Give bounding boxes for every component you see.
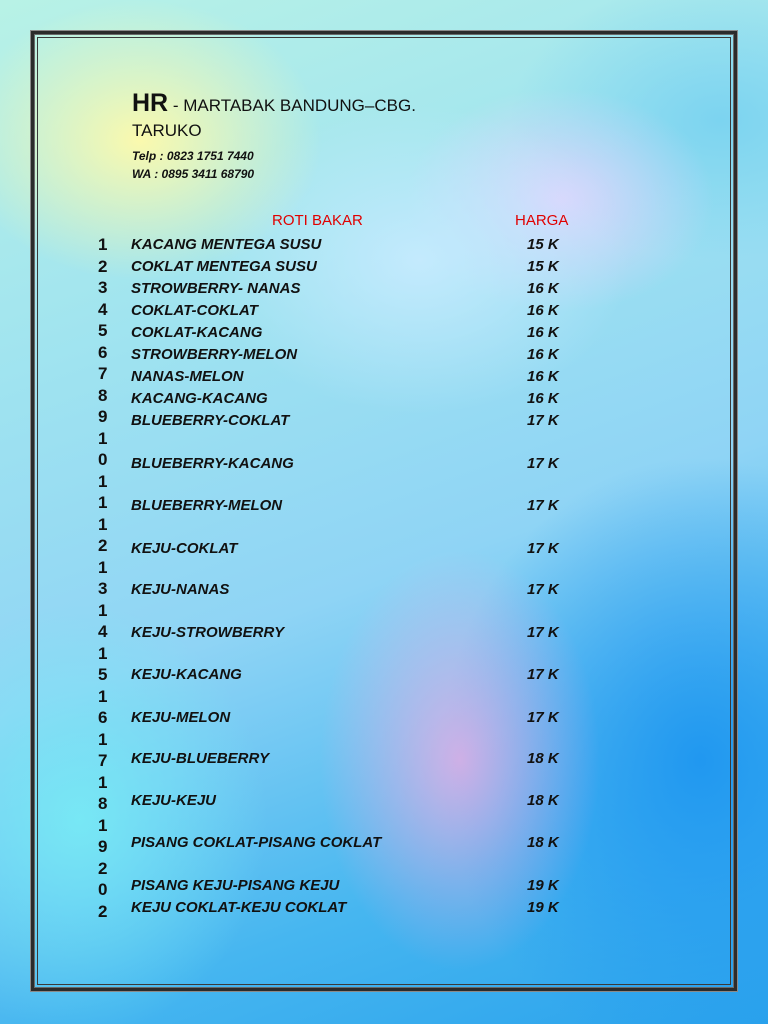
row-number-digit: 4 <box>98 299 108 319</box>
menu-row <box>131 579 571 601</box>
row-number-digit: 0 <box>98 880 108 899</box>
menu-item-name: KEJU-BLUEBERRY <box>131 750 270 767</box>
menu-item-price: 19 K <box>527 877 559 894</box>
row-number-digit: 1 <box>98 772 108 792</box>
menu-item-price: 16 K <box>527 368 559 385</box>
menu-item-price: 18 K <box>527 792 559 809</box>
menu-item-price: 17 K <box>527 412 559 429</box>
menu-item-price: 17 K <box>527 497 559 514</box>
row-number-digit: 3 <box>98 278 108 297</box>
row-number-digit: 9 <box>98 407 108 426</box>
brand-name: HR <box>132 89 169 117</box>
menu-item-price: 17 K <box>527 709 559 726</box>
row-number-digit: 1 <box>98 428 108 448</box>
row-number-digit: 5 <box>98 321 108 340</box>
menu-item-name: BLUEBERRY-MELON <box>131 497 283 514</box>
menu-item-name: BLUEBERRY-COKLAT <box>131 412 290 429</box>
menu-row <box>131 622 571 644</box>
menu-item-price: 15 K <box>527 258 559 275</box>
row-number-digit: 1 <box>98 600 108 620</box>
menu-item-price: 19 K <box>527 899 559 916</box>
row-number-digit: 2 <box>98 858 108 878</box>
menu-row <box>131 664 571 686</box>
menu-item-name: KEJU-KEJU <box>131 792 217 809</box>
menu-row <box>131 234 571 256</box>
row-number-digit: 2 <box>98 256 108 276</box>
menu-item-name: COKLAT-COKLAT <box>131 302 258 319</box>
menu-item-price: 17 K <box>527 581 559 598</box>
menu-item-name: KEJU-STROWBERRY <box>131 624 285 641</box>
whatsapp-number: WA : 0895 3411 68790 <box>132 167 255 181</box>
row-number-digit: 1 <box>98 643 108 663</box>
menu-item-name: BLUEBERRY-KACANG <box>131 455 294 472</box>
shop-name: - MARTABAK BANDUNG–CBG. <box>172 96 416 115</box>
row-number-digit: 6 <box>98 342 108 362</box>
row-number-digit: 1 <box>98 557 108 577</box>
menu-row <box>131 366 571 388</box>
menu-column-header: ROTI BAKAR <box>272 212 363 229</box>
menu-row <box>131 388 571 410</box>
menu-item-name: PISANG COKLAT-PISANG COKLAT <box>131 834 382 851</box>
row-number-digit: 8 <box>98 794 108 813</box>
menu-row <box>131 495 571 517</box>
menu-row <box>131 453 571 475</box>
menu-item-name: COKLAT MENTEGA SUSU <box>131 258 317 275</box>
row-number-digit: 7 <box>98 751 108 770</box>
menu-item-name: KEJU-COKLAT <box>131 540 238 557</box>
menu-item-name: STROWBERRY- NANAS <box>131 280 301 297</box>
row-number-digit: 8 <box>98 385 108 405</box>
row-number-digit: 5 <box>98 665 108 684</box>
row-number-digit: 1 <box>98 235 108 254</box>
row-number-digit: 1 <box>98 493 108 512</box>
phone-number: Telp : 0823 1751 7440 <box>132 149 254 163</box>
row-number-digit: 4 <box>98 622 108 641</box>
menu-row <box>131 707 571 729</box>
menu-item-name: KEJU-KACANG <box>131 666 242 683</box>
menu-row <box>131 832 571 854</box>
row-number-digit: 1 <box>98 686 108 706</box>
menu-row <box>131 300 571 322</box>
branch-name: TARUKO <box>132 121 202 140</box>
menu-row <box>131 256 571 278</box>
row-number-digit: 9 <box>98 837 108 856</box>
menu-item-name: COKLAT-KACANG <box>131 324 263 341</box>
menu-row <box>131 748 571 770</box>
menu-row <box>131 790 571 812</box>
menu-row <box>131 278 571 300</box>
menu-item-name: STROWBERRY-MELON <box>131 346 298 363</box>
row-number-digit: 2 <box>98 901 108 921</box>
menu-item-price: 16 K <box>527 280 559 297</box>
row-number-digit: 2 <box>98 536 108 555</box>
menu-item-price: 17 K <box>527 666 559 683</box>
menu-item-price: 17 K <box>527 624 559 641</box>
menu-row <box>131 897 571 919</box>
menu-item-name: PISANG KEJU-PISANG KEJU <box>131 877 340 894</box>
menu-item-name: KEJU-MELON <box>131 709 231 726</box>
row-number-digit: 1 <box>98 815 108 835</box>
menu-item-price: 17 K <box>527 540 559 557</box>
contact-info <box>132 147 416 183</box>
menu-item-price: 15 K <box>527 236 559 253</box>
menu-item-name: KACANG-KACANG <box>131 390 268 407</box>
number-column <box>98 234 118 922</box>
row-number-digit: 3 <box>98 579 108 598</box>
menu-item-price: 16 K <box>527 346 559 363</box>
menu-item-price: 17 K <box>527 455 559 472</box>
menu-item-price: 16 K <box>527 324 559 341</box>
menu-row <box>131 410 571 432</box>
menu-item-name: NANAS-MELON <box>131 368 244 385</box>
menu-item-price: 18 K <box>527 834 559 851</box>
menu-item-price: 18 K <box>527 750 559 767</box>
row-number-digit: 1 <box>98 514 108 534</box>
menu-row <box>131 344 571 366</box>
menu-item-name: KEJU COKLAT-KEJU COKLAT <box>131 899 347 916</box>
price-column-header: HARGA <box>515 212 569 229</box>
menu-row <box>131 875 571 897</box>
menu-item-name: KACANG MENTEGA SUSU <box>131 236 322 253</box>
menu-row <box>131 538 571 560</box>
header <box>132 89 416 183</box>
row-number-digit: 7 <box>98 364 108 383</box>
menu-row <box>131 322 571 344</box>
menu-item-price: 16 K <box>527 302 559 319</box>
shop-title <box>132 89 416 117</box>
row-number-digit: 0 <box>98 450 108 469</box>
row-number-digit: 1 <box>98 471 108 491</box>
row-number-digit: 1 <box>98 729 108 749</box>
menu-item-price: 16 K <box>527 390 559 407</box>
menu-item-name: KEJU-NANAS <box>131 581 230 598</box>
row-number-digit: 6 <box>98 708 108 727</box>
